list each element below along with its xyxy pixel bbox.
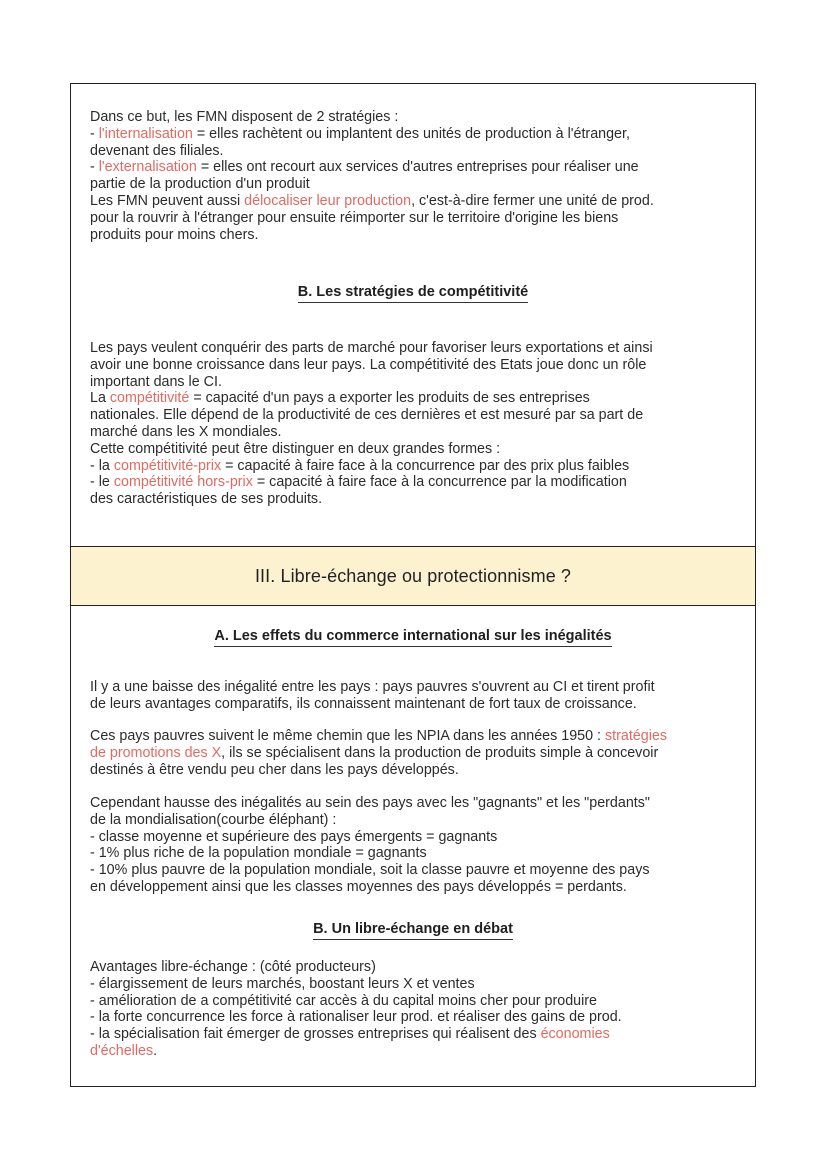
avantages-paragraph [90,959,740,1060]
text-line [90,976,740,993]
text-run: Cependant hausse des inégalités au sein des pays avec les "gagnants" et les "perdants" [90,795,650,811]
text-run: La [90,390,110,407]
text-line [90,227,740,244]
text-line [90,1009,740,1026]
text-run: = capacité à faire face à la concurrence par des prix plus faibles [221,457,630,474]
section-competitivite-block [71,84,755,546]
text-line [90,340,740,357]
text-run: Ces pays pauvres suivent le même chemin que les NPIA dans les années 1950 : [90,728,605,744]
text-run: . [153,1042,158,1059]
text-line [90,193,740,210]
text-run: - amélioration de a compétitivité car accès à du capital moins cher pour produire [90,992,597,1009]
text-line [90,679,740,696]
text-run: destinés à être vendu peu cher dans les pays développés. [90,761,459,778]
text-run: - 10% plus pauvre de la population mondiale, soit la classe pauvre et moyenne des pays [90,862,650,879]
banner-title: III. Libre-échange ou protectionnisme ? [254,565,572,586]
text-run: Dans ce but, les FMN disposent de 2 stratégies : [90,109,399,125]
text-run: marché dans les X mondiales. [90,423,282,440]
text-line [90,795,740,812]
fmn-strategies-paragraph [90,109,740,243]
text-line [90,143,740,160]
text-run: pour la rouvrir à l'étranger pour ensuite réimporter sur le territoire d'origine les biens [90,209,619,226]
text-run: - la spécialisation fait émerger de grosses entreprises qui réalisent des [90,1026,541,1043]
highlighted-term: l'externalisation [98,159,197,176]
text-line [90,374,740,391]
text-line [90,812,740,829]
competitivite-paragraph [90,340,740,508]
text-run: produits pour moins chers. [90,226,259,243]
text-run: Cette compétitivité peut être distinguer en deux grandes formes : [90,440,501,457]
heading-libre-echange-debat: B. Un libre-échange en débat [71,921,755,937]
text-line [90,879,740,896]
text-run: en développement ainsi que les classes moyennes des pays développés = perdants. [90,878,627,895]
text-line [90,1026,740,1043]
text-run: = capacité à faire face à la concurrence par la modification [252,474,627,491]
text-line [90,458,740,475]
text-line [90,491,740,508]
text-line [90,696,740,713]
text-line [90,829,740,846]
text-line [90,728,740,745]
text-line [90,424,740,441]
text-line [90,862,740,879]
text-run: avoir une bonne croissance dans leur pays. La compétitivité des Etats joue donc un rôle [90,356,647,373]
text-run: - le [90,474,114,491]
text-run: partie de la production d'un produit [90,176,310,193]
text-line [90,357,740,374]
text-line [90,210,740,227]
text-run: = capacité d'un pays a exporter les produits de ses entreprises [189,390,590,407]
page-frame [70,83,756,1087]
text-line [90,474,740,491]
text-run: - [90,125,99,142]
text-run: Avantages libre-échange : (côté producteurs) [90,959,376,975]
text-run: , ils se spécialisent dans la production de produits simple à concevoir [221,744,659,761]
text-run: de la mondialisation(courbe éléphant) : [90,811,337,828]
text-run: des caractéristiques de ses produits. [90,491,323,508]
text-run: - [90,159,99,176]
text-line [90,407,740,424]
highlighted-term: de promotions des X [90,744,222,761]
inegalites-paragraph-2 [90,728,740,778]
text-run: Les pays veulent conquérir des parts de marché pour favoriser leurs exportations et ainsi [90,340,653,356]
text-run: = elles ont recourt aux services d'autres entreprises pour réaliser une [196,159,639,176]
text-run: nationales. Elle dépend de la productivité de ces dernières et est mesuré par sa part de [90,407,644,424]
highlighted-term: économies [540,1026,610,1043]
heading-effets-commerce: A. Les effets du commerce international sur les inégalités [71,628,755,644]
text-run: - la forte concurrence les force à rationaliser leur prod. et réaliser des gains de prod. [90,1009,622,1026]
text-line [90,159,740,176]
text-run: devenant des filiales. [90,142,224,159]
highlighted-term: l'internalisation [98,125,193,142]
text-run: - 1% plus riche de la population mondiale = gagnants [90,845,427,862]
text-line [90,845,740,862]
text-run: Les FMN peuvent aussi [90,192,245,209]
text-line [90,126,740,143]
inegalites-paragraph-1 [90,679,740,713]
text-line [90,441,740,458]
text-run: , c'est-à-dire fermer une unité de prod. [411,192,654,209]
text-run: Il y a une baisse des inégalité entre les pays : pays pauvres s'ouvrent au CI et tirent profit [90,679,655,695]
text-line [90,1043,740,1060]
inegalites-paragraph-3 [90,795,740,896]
text-run: de leurs avantages comparatifs, ils connaissent maintenant de fort taux de croissance. [90,695,637,712]
highlighted-term: compétitivité hors-prix [113,474,253,491]
highlighted-term: compétitivité [109,390,190,407]
text-line [90,745,740,762]
highlighted-term: délocaliser leur production [244,192,412,209]
heading-strategies-competitivite: B. Les stratégies de compétitivité [71,284,755,300]
text-line [90,993,740,1010]
highlighted-term: d'échelles [90,1042,154,1059]
text-run: - classe moyenne et supérieure des pays émergents = gagnants [90,828,498,845]
text-line [90,959,740,976]
text-line [90,390,740,407]
text-run: important dans le CI. [90,373,222,390]
text-line [90,762,740,779]
highlighted-term: compétitivité-prix [113,457,222,474]
text-line [90,176,740,193]
section-banner [71,546,755,606]
text-run: - élargissement de leurs marchés, boostant leurs X et ventes [90,975,475,992]
text-line [90,109,740,126]
text-run: = elles rachètent ou implantent des unités de production à l'étranger, [192,125,630,142]
highlighted-term: stratégies [604,728,667,744]
text-run: - la [90,457,114,474]
